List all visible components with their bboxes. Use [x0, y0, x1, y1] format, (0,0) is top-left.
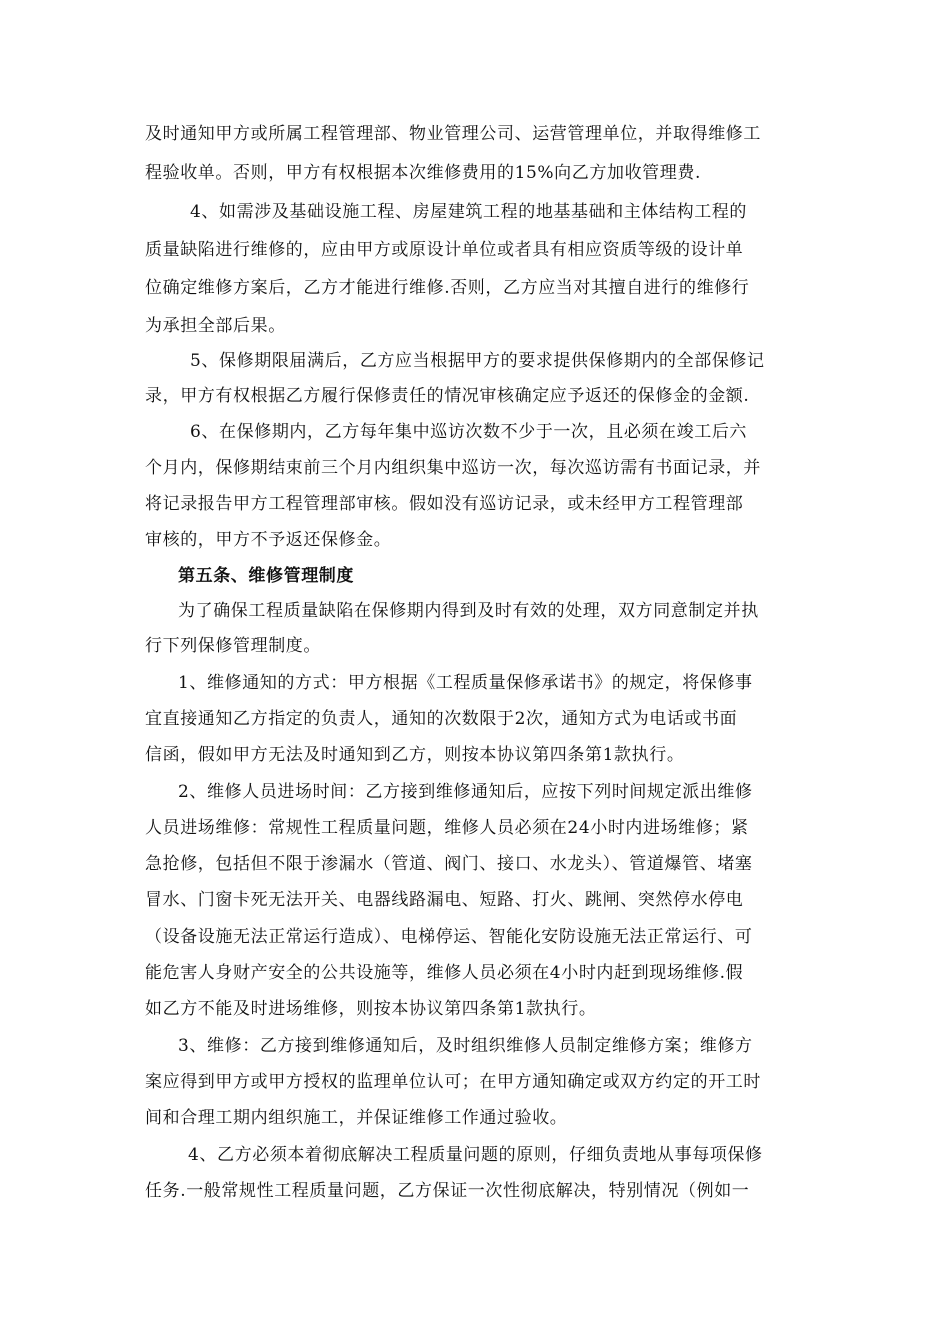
text-line: 将记录报告甲方工程管理部审核。假如没有巡访记录，或未经甲方工程管理部: [145, 494, 744, 514]
text-line: 急抢修，包括但不限于渗漏水（管道、阀门、接口、水龙头）、管道爆管、堵塞: [145, 854, 753, 874]
text-line: 程验收单。否则，甲方有权根据本次维修费用的15%向乙方加收管理费.: [145, 163, 701, 183]
text-line: 个月内，保修期结束前三个月内组织集中巡访一次，每次巡访需有书面记录，并: [145, 458, 761, 478]
text-line: 4、如需涉及基础设施工程、房屋建筑工程的地基基础和主体结构工程的: [190, 202, 748, 222]
text-line: 录，甲方有权根据乙方履行保修责任的情况审核确定应予返还的保修金的金额.: [145, 386, 750, 406]
text-line: 为了确保工程质量缺陷在保修期内得到及时有效的处理，双方同意制定并执: [178, 601, 759, 621]
text-line: 3、维修：乙方接到维修通知后，及时组织维修人员制定维修方案；维修方: [178, 1036, 753, 1056]
text-line: 宜直接通知乙方指定的负责人，通知的次数限于2次，通知方式为电话或书面: [145, 709, 738, 729]
section-heading: 第五条、维修管理制度: [178, 566, 354, 586]
text-line: 5、保修期限届满后，乙方应当根据甲方的要求提供保修期内的全部保修记: [190, 351, 765, 371]
text-line: 冒水、门窗卡死无法开关、电器线路漏电、短路、打火、跳闸、突然停水停电: [145, 890, 744, 910]
text-line: 案应得到甲方或甲方授权的监理单位认可；在甲方通知确定或双方约定的开工时: [145, 1072, 761, 1092]
text-line: 任务.一般常规性工程质量问题，乙方保证一次性彻底解决，特别情况（例如一: [145, 1181, 750, 1201]
text-line: 间和合理工期内组织施工，并保证维修工作通过验收。: [145, 1108, 568, 1128]
text-line: 如乙方不能及时进场维修，则按本协议第四条第1款执行。: [145, 999, 597, 1019]
text-line: 6、在保修期内，乙方每年集中巡访次数不少于一次，且必须在竣工后六: [190, 422, 748, 442]
text-line: 审核的，甲方不予返还保修金。: [145, 530, 392, 550]
text-line: 1、维修通知的方式：甲方根据《工程质量保修承诺书》的规定，将保修事: [178, 673, 753, 693]
text-line: 质量缺陷进行维修的，应由甲方或原设计单位或者具有相应资质等级的设计单: [145, 240, 744, 260]
text-line: 能危害人身财产安全的公共设施等，维修人员必须在4小时内赶到现场维修.假: [145, 963, 744, 983]
text-line: 2、维修人员进场时间：乙方接到维修通知后，应按下列时间规定派出维修: [178, 782, 753, 802]
text-line: 及时通知甲方或所属工程管理部、物业管理公司、运营管理单位，并取得维修工: [145, 124, 761, 144]
text-line: 4、乙方必须本着彻底解决工程质量问题的原则，仔细负责地从事每项保修: [188, 1145, 763, 1165]
text-line: 位确定维修方案后，乙方才能进行维修.否则，乙方应当对其擅自进行的维修行: [145, 278, 750, 298]
text-line: 行下列保修管理制度。: [145, 636, 321, 656]
text-line: 为承担全部后果。: [145, 316, 286, 336]
text-line: 信函，假如甲方无法及时通知到乙方，则按本协议第四条第1款执行。: [145, 745, 685, 765]
text-line: 人员进场维修：常规性工程质量问题，维修人员必须在24小时内进场维修；紧: [145, 818, 749, 838]
text-line: （设备设施无法正常运行造成）、电梯停运、智能化安防设施无法正常运行、可: [145, 927, 753, 947]
